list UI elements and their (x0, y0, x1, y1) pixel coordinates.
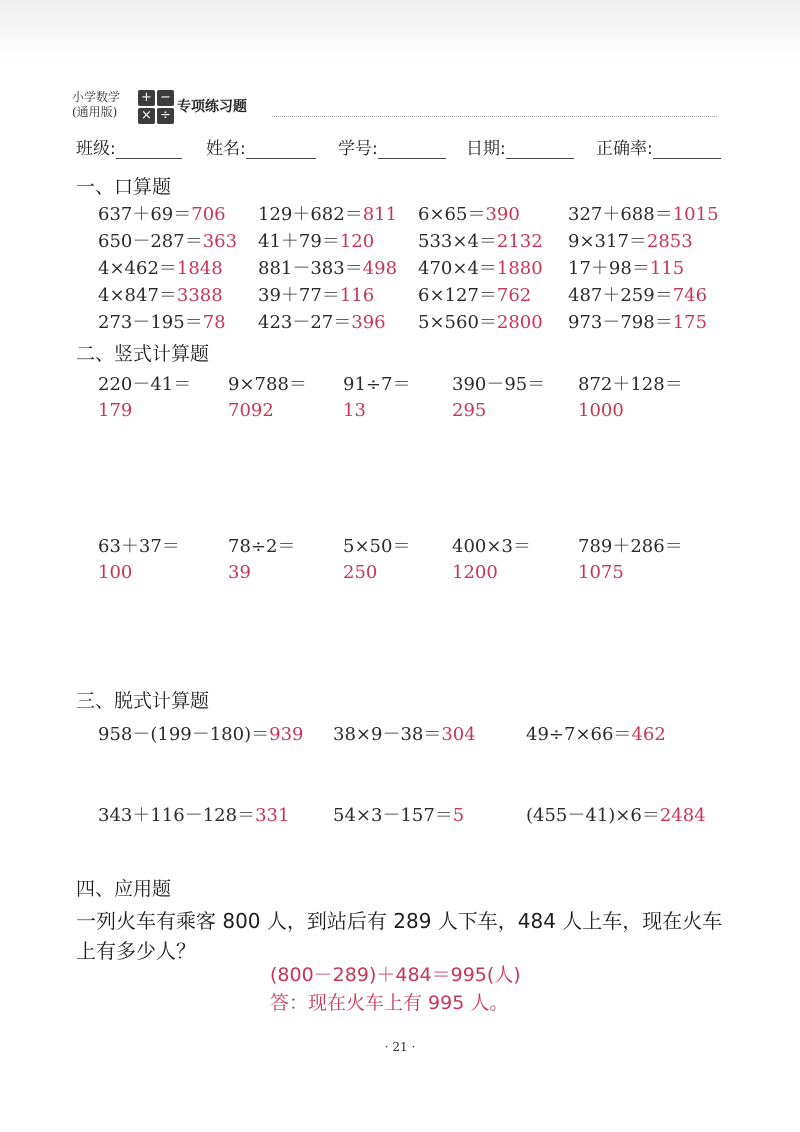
divide-icon: ÷ (157, 108, 174, 124)
vertical-calc-item: 390－95＝ 295 (452, 374, 546, 421)
times-icon: × (138, 108, 155, 124)
brand-line-1: 小学数学 (72, 90, 121, 104)
section-3-title: 三、脱式计算题 (76, 690, 210, 712)
vertical-calc-item: 400×3＝ 1200 (452, 536, 531, 583)
minus-icon: − (157, 90, 174, 106)
student-id-blank (378, 140, 446, 159)
oral-item: 327＋688＝1015 (568, 204, 719, 225)
oral-item: 637＋69＝706 (98, 204, 226, 225)
solution-equation: (800－289)＋484＝995(人) (270, 964, 521, 986)
class-blank (116, 140, 182, 159)
accuracy-field (596, 134, 721, 159)
name-field (206, 134, 316, 159)
student-info-row (76, 134, 736, 160)
brand-line-2: (通用版) (72, 105, 118, 119)
vertical-calc-item: 63＋37＝ 100 (98, 536, 180, 583)
date-blank (506, 140, 574, 159)
oral-item: 129＋682＝811 (258, 204, 398, 225)
oral-item: 9×317＝2853 (568, 231, 693, 252)
oral-item: 881－383＝498 (258, 258, 398, 279)
step-calc-item: 49÷7×66＝462 (526, 724, 666, 745)
class-field (76, 134, 182, 159)
oral-item: 650－287＝363 (98, 231, 238, 252)
section-1-title: 一、口算题 (76, 176, 172, 198)
word-problem-text: 一列火车有乘客 800 人，到站后有 289 人下车，484 人上车，现在火车上有多少人？ (76, 909, 723, 963)
step-calc-item: 343＋116－128＝331 (98, 805, 290, 826)
oral-item: 17＋98＝115 (568, 258, 685, 279)
vertical-calc-item: 5×50＝ 250 (343, 536, 411, 583)
oral-row-2 (0, 227, 800, 253)
step-calc-item: 958－(199－180)＝939 (98, 724, 304, 745)
oral-item: 470×4＝1880 (418, 258, 543, 279)
oral-row-4 (0, 281, 800, 307)
page-number: · 21 · (384, 1040, 416, 1054)
oral-item: 273－195＝78 (98, 312, 226, 333)
plus-icon: + (138, 90, 155, 106)
oral-item: 4×462＝1848 (98, 258, 223, 279)
name-blank (246, 140, 316, 159)
class-label: 班级: (76, 139, 116, 159)
page-top-shade (0, 0, 800, 60)
accuracy-blank (653, 140, 721, 159)
oral-item: 423－27＝396 (258, 312, 386, 333)
header-divider (272, 116, 717, 117)
date-label: 日期: (466, 139, 506, 159)
operator-logo (138, 90, 174, 124)
oral-item: 487＋259＝746 (568, 285, 708, 306)
solution-answer: 答：现在火车上有 995 人。 (270, 992, 509, 1014)
name-label: 姓名: (206, 139, 246, 159)
oral-item: 6×65＝390 (418, 204, 520, 225)
oral-row-1 (0, 200, 800, 226)
worksheet-header (72, 90, 722, 126)
oral-item: 973－798＝175 (568, 312, 708, 333)
section-4-title: 四、应用题 (76, 878, 172, 900)
student-id-label: 学号: (338, 139, 378, 159)
worksheet-subtitle: 专项练习题 (177, 99, 247, 115)
oral-row-5 (0, 308, 800, 334)
oral-item: 5×560＝2800 (418, 312, 543, 333)
accuracy-label: 正确率: (596, 139, 653, 159)
date-field (466, 134, 574, 159)
vertical-calc-item: 872＋128＝ 1000 (578, 374, 683, 421)
vertical-calc-item: 9×788＝ 7092 (228, 374, 307, 421)
vertical-calc-row-1 (0, 370, 800, 421)
oral-item: 6×127＝762 (418, 285, 532, 306)
vertical-calc-item: 78÷2＝ 39 (228, 536, 296, 583)
step-calc-item: 38×9－38＝304 (333, 724, 476, 745)
oral-item: 533×4＝2132 (418, 231, 543, 252)
step-calc-row-2 (0, 801, 800, 827)
section-2-title: 二、竖式计算题 (76, 343, 210, 365)
oral-item: 41＋79＝120 (258, 231, 375, 252)
vertical-calc-item: 220－41＝ 179 (98, 374, 192, 421)
student-id-field (338, 134, 446, 159)
vertical-calc-item: 789＋286＝ 1075 (578, 536, 683, 583)
oral-item: 39＋77＝116 (258, 285, 375, 306)
oral-row-3 (0, 254, 800, 280)
oral-item: 4×847＝3388 (98, 285, 223, 306)
brand-label (72, 90, 120, 120)
step-calc-item: (455－41)×6＝2484 (526, 805, 706, 826)
step-calc-row-1 (0, 720, 800, 746)
vertical-calc-item: 91÷7＝ 13 (343, 374, 411, 421)
vertical-calc-row-2 (0, 532, 800, 583)
step-calc-item: 54×3－157＝5 (333, 805, 465, 826)
